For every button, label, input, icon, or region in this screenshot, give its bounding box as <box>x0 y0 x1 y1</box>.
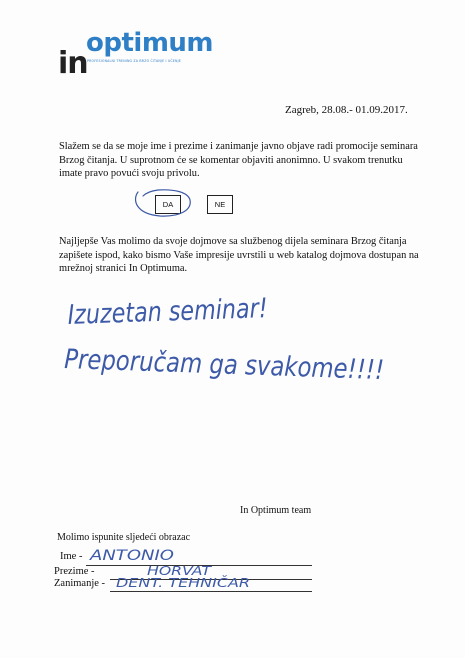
logo-wordmark: optimum <box>86 28 214 58</box>
handwritten-comment-line-2: Preporučam ga svakome!!!! <box>63 344 444 389</box>
handwritten-circle-mark <box>128 186 198 220</box>
team-signature: In Optimum team <box>240 505 312 516</box>
last-name-value: HORVAT <box>147 564 214 578</box>
occupation-label: Zanimanje - <box>54 578 106 589</box>
in-optimum-logo <box>58 28 238 83</box>
consent-yes-box[interactable]: DA <box>155 195 181 214</box>
letter-date: Zagreb, 28.08.- 01.09.2017. <box>285 104 408 116</box>
first-name-label: Ime - <box>60 551 83 562</box>
consent-text: Slažem se da se moje ime i prezime i zanimanje javno objave radi promocije seminara Brzog čitanja. U suprotnom će se komentar objaviti anonimno. U svakom trenutku imate pravo povući svoju privolu. <box>59 141 418 180</box>
handwritten-comment <box>60 290 444 390</box>
request-text: Najljepše Vas molimo da svoje dojmove sa službenog dijela seminara Brzog čitanja zapišete ispod, kako bismo Vaše impresije uvrstili u web katalog dojmova dostupan na mrežnoj stranici In Optimuma. <box>59 236 419 275</box>
occupation-value: DENT. TEHNIČAR <box>116 576 217 590</box>
logo-prefix: in <box>58 46 88 81</box>
last-name-label: Prezime - <box>54 566 95 577</box>
handwritten-comment-line-1: Izuzetan seminar! <box>67 291 312 331</box>
logo-tagline: PROFESIONALNI TRENING ZA BRZO ČITANJE I UČENJE <box>87 59 181 63</box>
form-heading: Molimo ispunite sljedeći obrazac <box>57 532 191 543</box>
occupation-field[interactable] <box>114 571 254 593</box>
first-name-value: ANTONIO <box>88 548 174 564</box>
consent-no-box[interactable]: NE <box>207 195 233 214</box>
